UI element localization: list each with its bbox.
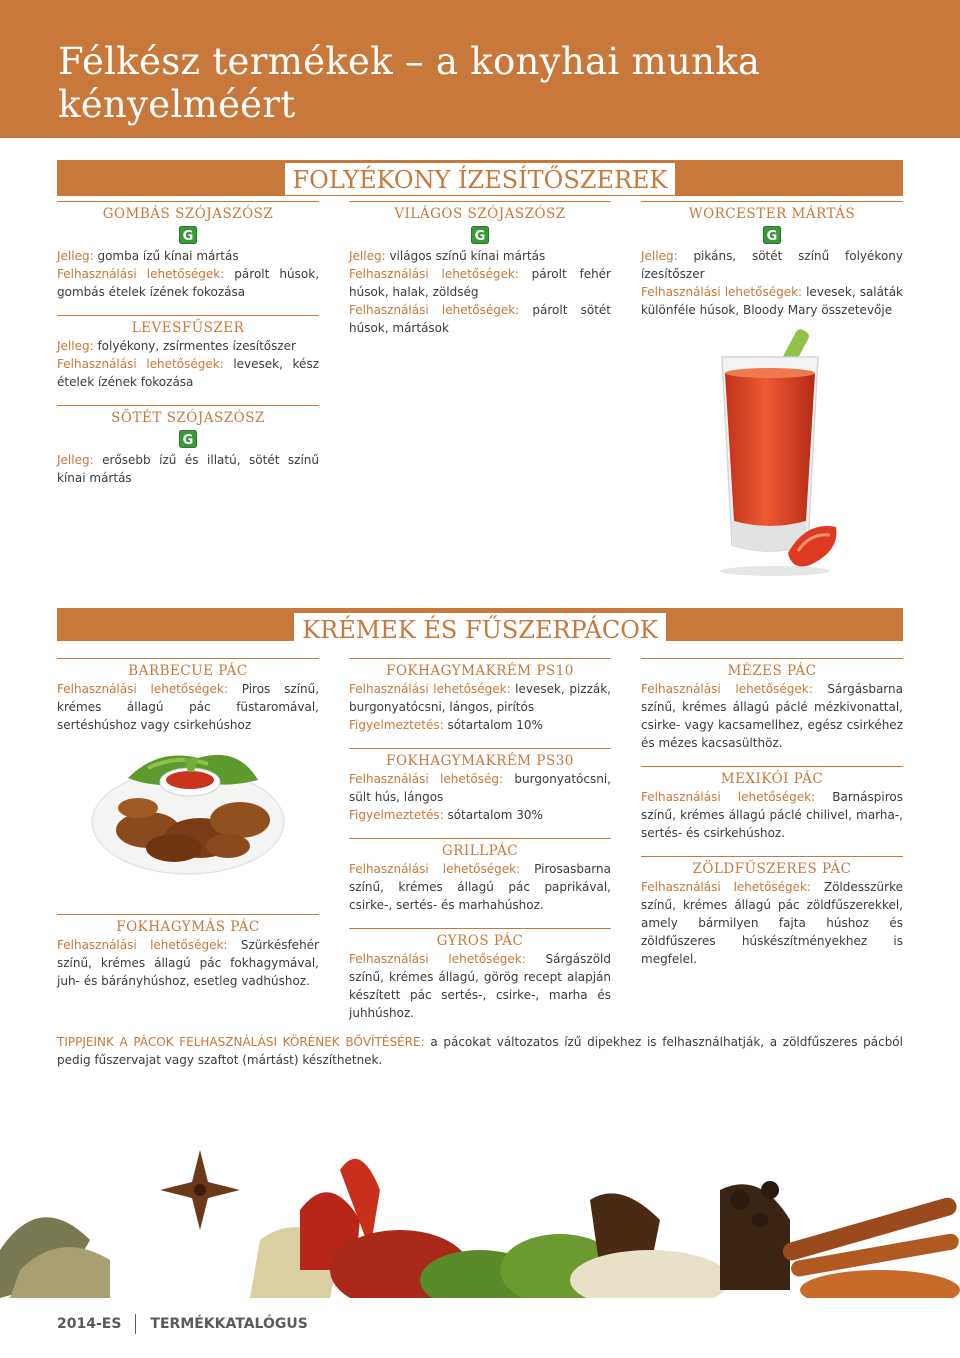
spices-decoration-image [0,1130,960,1298]
label: Felhasználási lehetőségek: [57,682,228,696]
product-title: ZÖLDFŰSZERES PÁC [641,856,903,878]
chicken-wings-plate-image [88,738,288,880]
product-title: SÖTÉT SZÓJASZÓSZ [57,405,319,427]
product-title: GRILLPÁC [349,838,611,860]
label: Felhasználási lehetőség: [349,772,504,786]
label: Jelleg: [57,453,94,467]
section1-title-wrap [57,163,903,195]
label: Felhasználási lehetőségek: [57,938,228,952]
product-vilagos-szojaszosz [349,201,611,337]
product-sotet-szojaszosz [57,405,319,487]
product-gyros-pac [349,928,611,1022]
section1-col2 [349,201,611,337]
value: burgonyatócsni, sült hús, lángos [349,772,611,804]
value: folyékony, zsírmentes ízesítőszer [93,339,296,353]
value: gomba ízű kínai mártás [93,249,239,263]
product-title: MÉZES PÁC [641,658,903,680]
value: erősebb ízű és illatú, sötét színű kínai mártás [57,453,319,485]
tip-label: TIPPJEINK A PÁCOK FELHASZNÁLÁSI KÖRÉNEK BŐVÍTÉSÉRE: [57,1035,425,1049]
svg-text:G: G [182,229,194,244]
tip-paragraph [57,1033,903,1069]
label: Jelleg: [349,249,386,263]
gluten-free-g-icon [763,226,781,244]
footer-year: 2014-ES [57,1316,122,1332]
product-fokhagymas-pac [57,914,319,990]
value: sótartalom 30% [443,808,543,822]
footer-separator [135,1314,136,1334]
section2-col3 [641,658,903,968]
value: pikáns, sötét színű folyékony ízesítőszer [641,249,903,281]
label: Felhasználási lehetőségek: [349,952,526,966]
page-footer [57,1314,308,1334]
product-title: VILÁGOS SZÓJASZÓSZ [349,201,611,223]
page-header [0,0,960,138]
label: Felhasználási lehetőségek: [641,682,813,696]
product-title: WORCESTER MÁRTÁS [641,201,903,223]
label: Figyelmeztetés: [349,718,444,732]
svg-text:G: G [182,433,194,448]
section2-title: KRÉMEK ÉS FŰSZERPÁCOK [294,613,666,645]
product-title: BARBECUE PÁC [57,658,319,680]
value: párolt sötét húsok, mártások [349,303,611,335]
section2-col2 [349,658,611,1022]
label: Felhasználási lehetőségek: [57,357,224,371]
page-title: Félkész termékek – a konyhai munka kényelméért [58,40,761,126]
value: levesek, pizzák, burgonyatócsni, lángos, pirítós [349,682,611,714]
product-fokhagymakrem-ps10 [349,658,611,734]
gluten-free-g-icon [179,226,197,244]
section1-title: FOLYÉKONY ÍZESÍTŐSZEREK [285,163,676,195]
section1-band-underline [57,196,903,200]
value: Pirosasbarna színű, krémes állagú pác paprikával, csirke-, sertés- és marhahúshoz. [349,862,611,912]
value: Barnáspiros színű, krémes állagú páclé chilivel, marha-, sertés- és csirkehúshoz. [641,790,903,840]
section2-title-wrap [57,613,903,645]
label: Felhasználási lehetőségek: [641,790,816,804]
product-fokhagymakrem-ps30 [349,748,611,824]
product-title: FOKHAGYMÁS PÁC [57,914,319,936]
label: Figyelmeztetés: [349,808,444,822]
value: Sárgásbarna színű, krémes állagú páclé mézkivonattal, csirke- vagy kacsamellhez, egész csirkéhez és mézes kacsasülthöz. [641,682,903,750]
product-title: GOMBÁS SZÓJASZÓSZ [57,201,319,223]
product-mexikoi-pac [641,766,903,842]
product-gombas-szojaszosz [57,201,319,301]
value: levesek, kész ételek ízének fokozása [57,357,319,389]
product-barbecue-pac [57,658,319,734]
product-zoldfuszeres-pac [641,856,903,968]
product-worcester-martas [641,201,903,319]
product-title: MEXIKÓI PÁC [641,766,903,788]
label: Felhasználási lehetőségek: [641,880,811,894]
svg-text:G: G [766,229,778,244]
section2-col1-lower [57,914,319,990]
product-levesfuszer [57,315,319,391]
footer-catalog: TERMÉKKATALÓGUS [150,1316,308,1332]
gluten-free-g-icon [471,226,489,244]
svg-text:G: G [474,229,486,244]
label: Felhasználási lehetőségek: [349,303,520,317]
gluten-free-g-icon [179,430,197,448]
label: Jelleg: [641,249,678,263]
label: Felhasználási lehetőségek: [349,682,511,696]
label: Felhasználási lehetőségek: [349,862,521,876]
value: Szürkésfehér színű, krémes állagú pác fokhagymával, juh- és bárányhúshoz, esetleg vadhúshoz. [57,938,319,988]
product-title: FOKHAGYMAKRÉM PS30 [349,748,611,770]
value: levesek, saláták különféle húsok, Bloody Mary összetevője [641,285,903,317]
value: Zöldesszürke színű, krémes állagú pác zöldfűszerekkel, amely bármilyen fajta húshoz és zöldfűszeres húskészítményekhez is megfelel. [641,880,903,966]
product-mezes-pac [641,658,903,752]
section2-col1 [57,658,319,734]
tip-text: a pácokat változatos ízű dipekhez is felhasználhatják, a zöldfűszeres pácból pedig fűszervajat vagy szaftot (mártást) készíthetnek. [57,1035,903,1067]
value: sótartalom 10% [443,718,543,732]
value: párolt húsok, gombás ételek ízének fokozása [57,267,320,299]
label: Jelleg: [57,339,94,353]
label: Felhasználási lehetőségek: [349,267,519,281]
value: Piros színű, krémes állagú pác füstaromával, sertéshúshoz vagy csirkehúshoz [57,682,320,732]
section1-col1 [57,201,319,487]
bloody-mary-glass-image [700,325,850,580]
section1-col3 [641,201,903,319]
product-grillpac [349,838,611,914]
label: Jelleg: [57,249,94,263]
label: Felhasználási lehetőségek: [57,267,225,281]
product-title: GYROS PÁC [349,928,611,950]
value: párolt fehér húsok, halak, zöldség [349,267,611,299]
product-title: FOKHAGYMAKRÉM PS10 [349,658,611,680]
product-title: LEVESFŰSZER [57,315,319,337]
label: Felhasználási lehetőségek: [641,285,803,299]
value: Sárgászöld színű, krémes állagú, görög recept alapján készített pác sertés-, csirke-, marha és juhhúshoz. [349,952,611,1020]
value: világos színű kínai mártás [385,249,546,263]
